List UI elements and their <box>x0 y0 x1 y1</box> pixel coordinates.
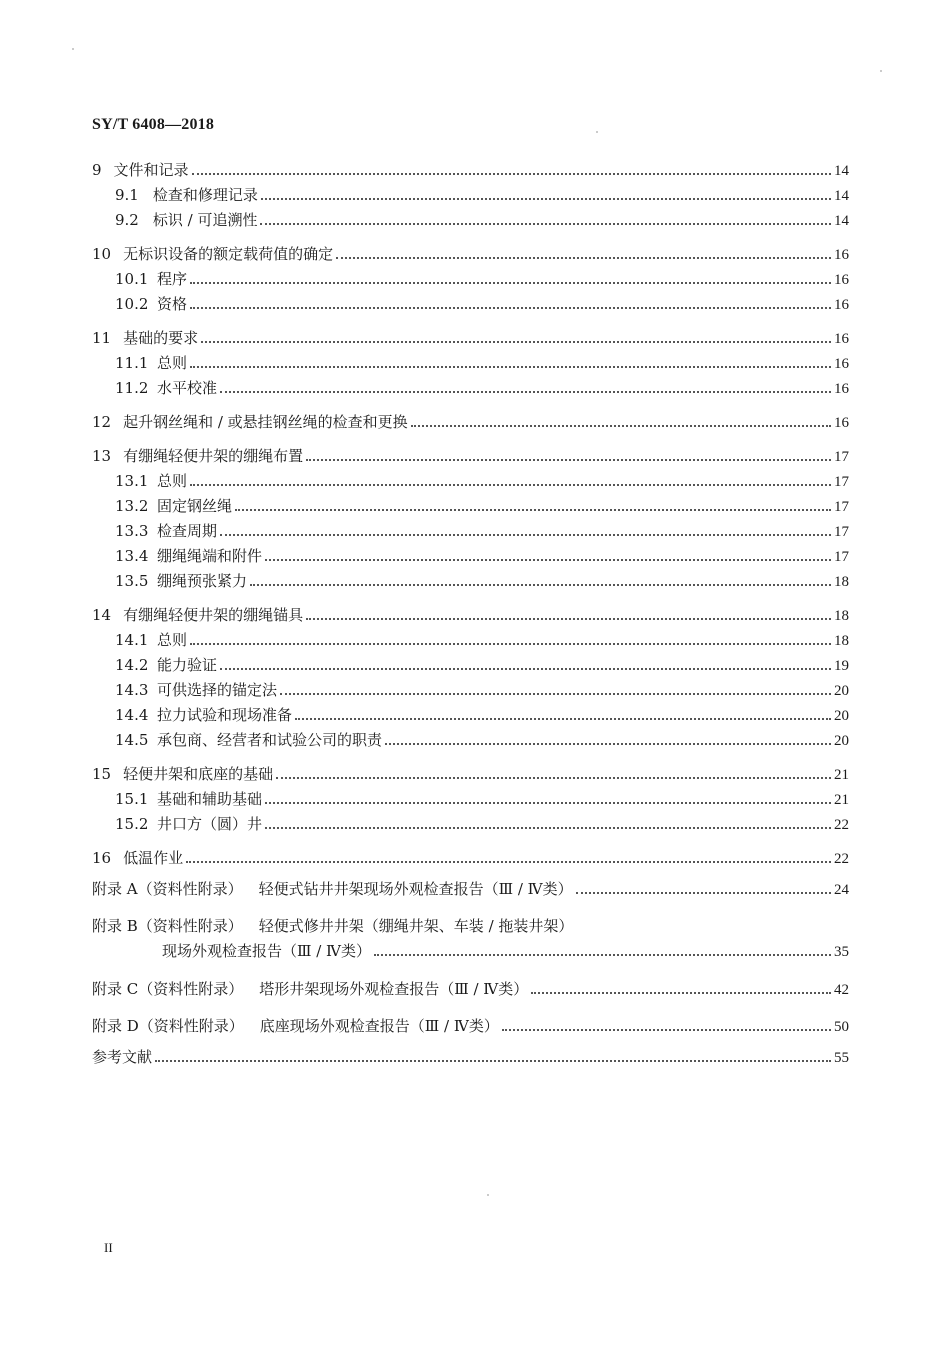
appendix-label: 附录 D（资料性附录） <box>92 1017 244 1035</box>
dot-leader <box>265 827 831 829</box>
toc-page: 19 <box>834 658 849 674</box>
toc-page: 16 <box>834 381 849 397</box>
toc-page: 14 <box>834 188 849 204</box>
dot-leader <box>336 257 831 259</box>
toc-entry-12[interactable] <box>92 410 849 435</box>
toc-entry-13-3[interactable] <box>92 519 849 544</box>
dot-leader <box>190 366 831 368</box>
toc-title: 水平校准 <box>157 379 218 397</box>
dot-leader <box>155 1060 831 1062</box>
toc-entry-16[interactable] <box>92 846 849 871</box>
toc-number: 10 <box>92 245 112 263</box>
toc-page: 22 <box>834 817 849 833</box>
toc-number: 9.1 <box>115 186 139 204</box>
toc-title: 总则 <box>157 354 188 372</box>
dot-leader <box>220 391 831 393</box>
toc-entry-14-4[interactable] <box>92 703 849 728</box>
toc-number: 15.1 <box>115 790 149 808</box>
appendix-title-continued: 现场外观检查报告（Ⅲ / Ⅳ类） <box>162 942 372 960</box>
toc-title: 有绷绳轻便井架的绷绳布置 <box>123 447 304 465</box>
appendix-label: 附录 C（资料性附录） <box>92 980 244 998</box>
dot-leader <box>280 693 831 695</box>
toc-page: 16 <box>834 415 849 431</box>
dot-leader <box>385 743 831 745</box>
scan-speck <box>596 131 598 133</box>
toc-number: 13.3 <box>115 522 149 540</box>
toc-page: 20 <box>834 683 849 699</box>
toc-number: 13.5 <box>115 572 149 590</box>
toc-number: 14.5 <box>115 731 149 749</box>
toc-number: 15 <box>92 765 112 783</box>
toc-page: 17 <box>834 524 849 540</box>
toc-number: 9 <box>92 161 102 179</box>
dot-leader <box>190 307 831 309</box>
toc-page: 21 <box>834 767 849 783</box>
toc-title: 拉力试验和现场准备 <box>157 706 293 724</box>
toc-number: 14.1 <box>115 631 149 649</box>
dot-leader <box>220 534 831 536</box>
toc-number: 13 <box>92 447 112 465</box>
toc-title: 绷绳绳端和附件 <box>157 547 263 565</box>
references-title: 参考文献 <box>92 1048 153 1066</box>
toc-title: 基础的要求 <box>123 329 199 347</box>
toc-title: 标识 / 可追溯性 <box>152 211 258 229</box>
toc-entry-13[interactable] <box>92 444 849 469</box>
toc-entry-11[interactable] <box>92 326 849 351</box>
toc-references[interactable] <box>92 1045 849 1070</box>
toc-title: 资格 <box>157 295 188 313</box>
dot-leader <box>265 802 831 804</box>
toc-page: 17 <box>834 549 849 565</box>
toc-page: 21 <box>834 792 849 808</box>
toc-entry-9-1[interactable] <box>92 183 849 208</box>
toc-page: 50 <box>834 1019 849 1035</box>
toc-page: 20 <box>834 708 849 724</box>
toc-entry-9-2[interactable] <box>92 208 849 233</box>
dot-leader <box>306 459 831 461</box>
scan-speck <box>487 1194 489 1196</box>
toc-page: 18 <box>834 608 849 624</box>
toc-entry-10-2[interactable] <box>92 292 849 317</box>
toc-page: 35 <box>834 944 849 960</box>
dot-leader <box>235 509 831 511</box>
document-code: SY/T 6408—2018 <box>92 116 215 133</box>
appendix-title: 轻便式修井井架（绷绳井架、车装 / 拖装井架） <box>258 917 574 935</box>
toc-entry-13-1[interactable] <box>92 469 849 494</box>
toc-page: 16 <box>834 297 849 313</box>
dot-leader <box>192 173 831 175</box>
toc-page: 24 <box>834 882 849 898</box>
toc-entry-14-2[interactable] <box>92 653 849 678</box>
toc-number: 16 <box>92 849 112 867</box>
toc-number: 15.2 <box>115 815 149 833</box>
toc-number: 14.4 <box>115 706 149 724</box>
toc-entry-13-4[interactable] <box>92 544 849 569</box>
toc-number: 11 <box>92 329 112 347</box>
toc-title: 基础和辅助基础 <box>157 790 263 808</box>
dot-leader <box>260 223 831 225</box>
toc-appendix-b-continued[interactable] <box>92 939 849 964</box>
toc-entry-11-1[interactable] <box>92 351 849 376</box>
toc-entry-10[interactable] <box>92 242 849 267</box>
toc-number: 13.4 <box>115 547 149 565</box>
toc-page: 16 <box>834 272 849 288</box>
toc-appendix-c[interactable] <box>92 977 849 1002</box>
dot-leader <box>190 282 831 284</box>
toc-entry-14-3[interactable] <box>92 678 849 703</box>
toc-entry-11-2[interactable] <box>92 376 849 401</box>
dot-leader <box>411 425 831 427</box>
dot-leader <box>531 992 831 994</box>
appendix-title: 轻便式钻井井架现场外观检查报告（Ⅲ / Ⅳ类） <box>258 880 573 898</box>
dot-leader <box>502 1029 831 1031</box>
toc-number: 13.1 <box>115 472 149 490</box>
toc-number: 12 <box>92 413 112 431</box>
toc-title: 绷绳预张紧力 <box>157 572 248 590</box>
toc-entry-9[interactable] <box>92 158 849 183</box>
toc-number: 14 <box>92 606 112 624</box>
dot-leader <box>250 584 831 586</box>
toc-title: 低温作业 <box>123 849 184 867</box>
toc-page: 55 <box>834 1050 849 1066</box>
table-of-contents <box>92 158 849 1070</box>
toc-page: 17 <box>834 499 849 515</box>
toc-entry-15-1[interactable] <box>92 787 849 812</box>
toc-page: 42 <box>834 982 849 998</box>
dot-leader <box>261 198 831 200</box>
scan-speck <box>72 48 74 50</box>
dot-leader <box>190 643 831 645</box>
toc-entry-14-1[interactable] <box>92 628 849 653</box>
toc-page: 14 <box>834 163 849 179</box>
toc-title: 可供选择的锚定法 <box>157 681 278 699</box>
toc-page: 16 <box>834 331 849 347</box>
toc-page: 14 <box>834 213 849 229</box>
toc-title: 检查周期 <box>157 522 218 540</box>
toc-appendix-b[interactable] <box>92 914 849 939</box>
dot-leader <box>295 718 831 720</box>
toc-title: 能力验证 <box>157 656 218 674</box>
toc-page: 16 <box>834 247 849 263</box>
toc-number: 14.2 <box>115 656 149 674</box>
dot-leader <box>186 861 831 863</box>
toc-page: 22 <box>834 851 849 867</box>
dot-leader <box>201 341 831 343</box>
toc-title: 总则 <box>157 631 188 649</box>
toc-title: 固定钢丝绳 <box>157 497 233 515</box>
toc-appendix-d[interactable] <box>92 1014 849 1039</box>
toc-title: 总则 <box>157 472 188 490</box>
toc-title: 有绷绳轻便井架的绷绳锚具 <box>123 606 304 624</box>
dot-leader <box>265 559 831 561</box>
appendix-label: 附录 B（资料性附录） <box>92 917 243 935</box>
dot-leader <box>374 954 831 956</box>
toc-title: 井口方（圆）井 <box>157 815 263 833</box>
toc-entry-13-2[interactable] <box>92 494 849 519</box>
toc-number: 11.2 <box>115 379 149 397</box>
toc-number: 10.1 <box>115 270 149 288</box>
dot-leader <box>220 668 831 670</box>
toc-entry-13-5[interactable] <box>92 569 849 594</box>
toc-entry-15-2[interactable] <box>92 812 849 837</box>
scan-speck <box>880 70 882 72</box>
dot-leader <box>306 618 831 620</box>
dot-leader <box>576 892 831 894</box>
appendix-title: 底座现场外观检查报告（Ⅲ / Ⅳ类） <box>259 1017 499 1035</box>
toc-page: 20 <box>834 733 849 749</box>
toc-page: 16 <box>834 356 849 372</box>
page-number-footer: II <box>104 1240 113 1255</box>
toc-page: 17 <box>834 474 849 490</box>
toc-page: 18 <box>834 633 849 649</box>
toc-entry-14-5[interactable] <box>92 728 849 753</box>
toc-title: 轻便井架和底座的基础 <box>123 765 274 783</box>
toc-number: 14.3 <box>115 681 149 699</box>
toc-title: 起升钢丝绳和 / 或悬挂钢丝绳的检查和更换 <box>123 413 408 431</box>
toc-number: 13.2 <box>115 497 149 515</box>
dot-leader <box>276 777 831 779</box>
toc-title: 程序 <box>157 270 188 288</box>
dot-leader <box>190 484 831 486</box>
toc-title: 检查和修理记录 <box>152 186 258 204</box>
appendix-label: 附录 A（资料性附录） <box>92 880 243 898</box>
toc-title: 无标识设备的额定载荷值的确定 <box>123 245 334 263</box>
toc-page: 18 <box>834 574 849 590</box>
toc-title: 承包商、经营者和试验公司的职责 <box>157 731 383 749</box>
toc-entry-15[interactable] <box>92 762 849 787</box>
toc-appendix-a[interactable] <box>92 877 849 902</box>
toc-title: 文件和记录 <box>113 161 189 179</box>
toc-number: 11.1 <box>115 354 149 372</box>
toc-entry-14[interactable] <box>92 603 849 628</box>
toc-number: 9.2 <box>115 211 139 229</box>
appendix-title: 塔形井架现场外观检查报告（Ⅲ / Ⅳ类） <box>259 980 529 998</box>
toc-number: 10.2 <box>115 295 149 313</box>
toc-page: 17 <box>834 449 849 465</box>
toc-entry-10-1[interactable] <box>92 267 849 292</box>
